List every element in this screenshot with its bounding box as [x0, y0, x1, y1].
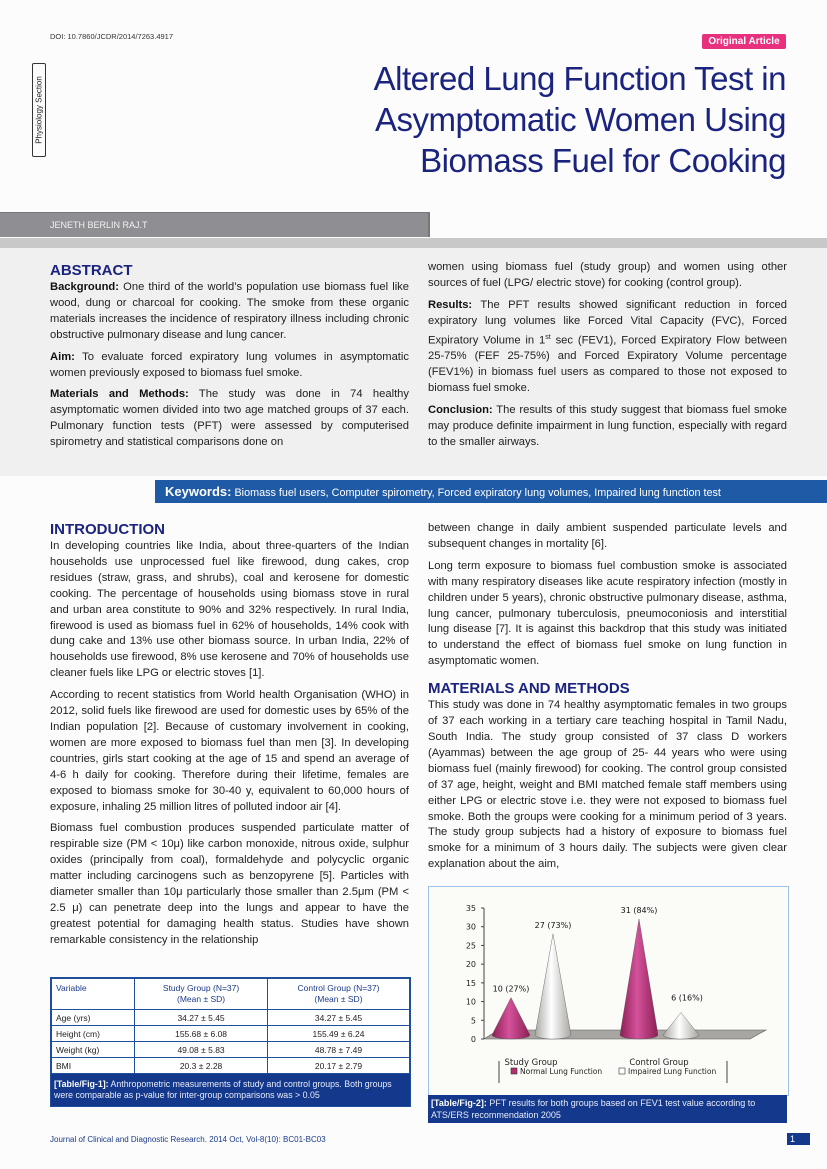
- section-tag: [32, 63, 46, 157]
- y-tick-label: 35: [465, 904, 476, 913]
- y-tick-label: 25: [465, 941, 476, 951]
- figure-caption: [Table/Fig-2]: PFT results for both groups based on FEV1 test value according to ATS/ERS recommendation 2005: [428, 1095, 787, 1123]
- label: Aim:: [50, 350, 75, 363]
- data-label: 10 (27%): [492, 984, 530, 994]
- figure-2-box: [428, 886, 789, 1096]
- column-header: Variable: [52, 979, 135, 1010]
- legend-swatch: [619, 1068, 625, 1074]
- abstract-aim: Aim: To evaluate forced expiratory lung volumes in asymptomatic women previously exposed to biomass fuel smoke.: [50, 350, 409, 379]
- table-row: Age (yrs) 34.27 ± 5.45 34.27 ± 5.45: [52, 1010, 410, 1026]
- title-line: Biomass Fuel for Cooking: [420, 142, 786, 179]
- abstract-background: Background: One third of the world’s population use biomass fuel like wood, dung or charcoal for cooking. The smoke from these organic materials increases the incidence of respiratory illness including chronic obstructive pulmonary disease and lung cancer.: [50, 281, 409, 341]
- anthropometric-table: [51, 978, 410, 1074]
- cone-bar: [620, 919, 658, 1039]
- lung-function-chart: [429, 887, 788, 1095]
- title-line: Asymptomatic Women Using: [374, 101, 786, 138]
- legend-label: Normal Lung Function: [520, 1067, 603, 1076]
- abstract-left-column: [50, 262, 409, 457]
- abstract-conclusion: Conclusion: The results of this study suggest that biomass fuel smoke may produce definite impairment in lung function, especially with regard to the smaller airways.: [428, 403, 787, 448]
- introduction-heading: INTRODUCTION: [50, 521, 165, 538]
- paragraph: Long term exposure to biomass fuel combustion smoke is associated with many respiratory diseases like acute respiratory infection (mostly in children under 5 years), chronic obstructive pulmonary disease, asthma, lung cancer, pulmonary tuberculosis, pneumoconiosis and interstitial lung disease [7]. It is against this backdrop that this study was initiated to understand the effect of biomass fuel smoke on lung function in asymptomatic women.: [428, 559, 787, 668]
- cone-bar: [492, 998, 530, 1039]
- title-line: Altered Lung Function Test in: [373, 60, 786, 97]
- abstract-right-column: [428, 260, 787, 457]
- keywords-bar: [155, 480, 827, 503]
- x-category-label: Study Group: [504, 1058, 558, 1068]
- body-right-column: [428, 521, 787, 879]
- body-left-column: [50, 521, 409, 955]
- cone-bar: [535, 934, 571, 1039]
- paragraph: According to recent statistics from World health Organisation (WHO) in 2012, solid fuels like firewood are used for domestic uses by 65% of the Indian population [2]. Because of customary involvement in cooking, women are more exposed to biomass fuel than men [3]. In developing countries, girls start cooking at the age of 15 and spend an average of 4-6 h daily for cooking. Therefore during their lifetime, females are exposed to biomass smoke for 30-40 y, equivalent to 60,000 hours of exposure, inhaling 25 million litres of polluted indoor air [4].: [50, 689, 409, 813]
- table-row: Height (cm) 155.68 ± 6.08 155.49 ± 6.24: [52, 1026, 410, 1042]
- paragraph: In developing countries like India, about three-quarters of the Indian households use unprocessed fuel like firewood, dung cakes, crop residues (straw, grass, and shrubs), coal and kerosene for domestic cooking. The percentage of households using biomass stove in rural and urban area constitute to 90% and 32% respectively. In rural India, firewood is used as biomass fuel in 62% of households, 14% cook with dung cake and 13% use other biomass source. In urban India, 22% of households use firewood, 8% use kerosene and 70% of households use cleaner fuels like LPG or electric stoves [1].: [50, 540, 409, 680]
- y-tick-label: 0: [470, 1035, 476, 1044]
- journal-citation: Journal of Clinical and Diagnostic Research. 2014 Oct, Vol-8(10): BC01-BC03: [50, 1135, 326, 1144]
- table-row: BMI 20.3 ± 2.28 20.17 ± 2.79: [52, 1058, 410, 1074]
- y-tick-label: 30: [465, 922, 476, 932]
- methods-heading: MATERIALS AND METHODS: [428, 680, 630, 698]
- abstract-methods: Materials and Methods: The study was done in 74 healthy asymptomatic women divided into two age matched groups of 37 each. Pulmonary function tests (PFT) were assessed by computerised spirometry and statistical comparisons done on: [50, 388, 409, 449]
- abstract-results: Results: The PFT results showed significant reduction in forced expiratory lung volumes like Forced Vital Capacity (FVC), Forced Expiratory Volume in 1st sec (FEV1), Forced Expiratory Flow between 25-75% (FEF 25-75%) and Forced Expiratory Volume percentage (FEV1%) in biomass fuel users as compared to those not exposed to biomass fuel smoke.: [428, 298, 787, 395]
- cone-bar: [663, 1013, 699, 1039]
- label: Background:: [50, 281, 119, 293]
- paragraph: between change in daily ambient suspended particulate levels and subsequent changes in mortality [6].: [428, 522, 787, 550]
- legend-label: Impaired Lung Function: [628, 1067, 717, 1076]
- data-label: 27 (73%): [534, 920, 572, 930]
- label: Materials and Methods:: [50, 388, 189, 401]
- abstract-methods-cont: women using biomass fuel (study group) and women using other sources of fuel (LPG/ electric stove) for cooking (control group).: [428, 261, 787, 289]
- section-label: Physiology Section: [34, 76, 44, 144]
- paragraph: Biomass fuel combustion produces suspended particulate matter of respirable size (PM < 10μ) like carbon monoxide, nitrous oxide, sulphur oxides (principally from coal), formaldehyde and polycyclic organic matter including carcinogens such as benzopyrene [5]. Particles with diameter smaller than 10μ particularly those smaller than 2.5μm (PM < 2.5 μ) can penetrate deep into the lungs and appear to have the greatest potential for damaging health status. Studies have shown remarkable consistency in the relationship: [50, 822, 409, 946]
- table-row: Weight (kg) 49.08 ± 5.83 48.78 ± 7.49: [52, 1042, 410, 1058]
- paragraph: This study was done in 74 healthy asymptomatic females in two groups of 37 each working in a tertiary care teaching hospital in Tamil Nadu, South India. The study group consisted of 37 class D workers (Ayammas) between the age group of 25- 44 years who were using biomass fuel (mainly firewood) for cooking. The control group consisted of 37 age, height, weight and BMI matched female staff members using either LPG or electric stove i.e. they were not exposed to biomass fuel smoke. Both the groups were cooking for a minimum period of 3 years. The study group subjects had a history of exposure to biomass fuel smoke for a minimum of 3 hours daily. The subjects were given clear explanation about the aim,: [428, 699, 787, 871]
- y-tick-label: 5: [470, 1016, 476, 1026]
- legend-swatch: [511, 1068, 517, 1074]
- y-tick-label: 20: [465, 960, 476, 970]
- data-label: 31 (84%): [620, 905, 658, 915]
- author-bar: [0, 212, 430, 237]
- column-header: Study Group (N=37) (Mean ± SD): [135, 979, 268, 1010]
- page-number: 1: [787, 1133, 810, 1145]
- abstract-heading: ABSTRACT: [50, 262, 133, 279]
- x-category-label: Control Group: [629, 1058, 689, 1068]
- divider: [0, 238, 827, 248]
- doi: DOI: 10.7860/JCDR/2014/7263.4917: [50, 32, 173, 41]
- table-header-row: [52, 979, 410, 1010]
- author-name: JENETH BERLIN RAJ.T: [50, 220, 148, 230]
- article-type-badge: Original Article: [702, 34, 786, 49]
- y-tick-label: 10: [465, 997, 476, 1007]
- article-title: [266, 58, 786, 181]
- table-caption: [Table/Fig-1]: Anthropometric measurements of study and control groups. Both groups were comparable as p-value for inter-group comparisons was > 0.05: [51, 1074, 410, 1106]
- keywords-text: Biomass fuel users, Computer spirometry, Forced expiratory lung volumes, Impaired lung function test: [231, 487, 721, 499]
- keywords-label: Keywords:: [165, 484, 232, 499]
- y-tick-label: 15: [465, 978, 476, 988]
- table-fig-1: [50, 977, 411, 1107]
- column-header: Control Group (N=37) (Mean ± SD): [267, 979, 409, 1010]
- label: Results:: [428, 298, 473, 311]
- label: Conclusion:: [428, 403, 493, 416]
- data-label: 6 (16%): [671, 993, 703, 1003]
